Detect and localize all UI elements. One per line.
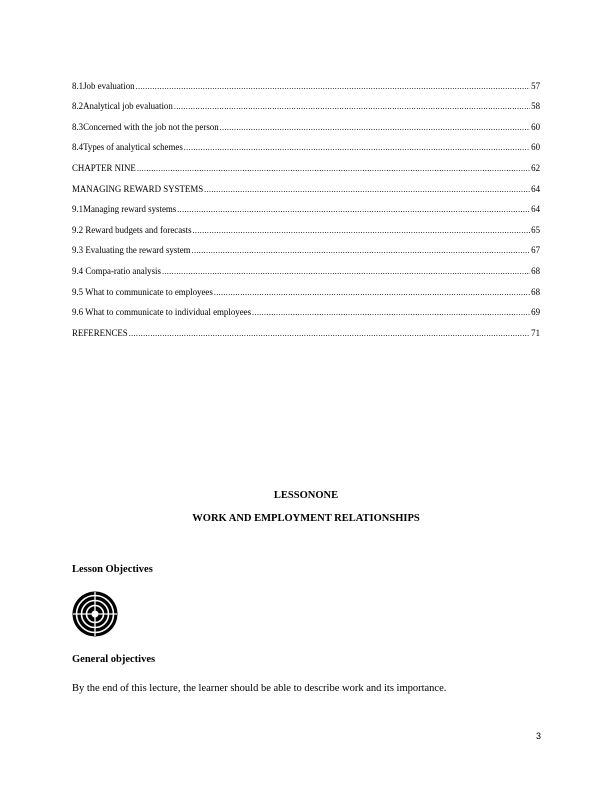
toc-entry-label: 8.1Job evaluation — [72, 80, 135, 91]
toc-entry-label: 8.3Concerned with the job not the person — [72, 121, 219, 132]
toc-entry-page: 64 — [531, 204, 540, 215]
lesson-title: LESSONONE — [273, 490, 339, 501]
toc-entry[interactable] — [72, 298, 540, 319]
toc-leader-dots — [193, 225, 531, 236]
general-objectives-text: By the end of this lecture, the learner should be able to describe work and its importance. — [72, 683, 447, 694]
toc-entry-page: 67 — [531, 245, 540, 256]
toc-leader-dots — [214, 287, 530, 298]
toc-entry-label: 9.3 Evaluating the reward system — [72, 245, 191, 256]
table-of-contents — [72, 71, 540, 339]
toc-entry-label: 9.1Managing reward systems — [72, 204, 177, 215]
toc-entry-label: 9.4 Compa-ratio analysis — [72, 265, 161, 276]
toc-entry[interactable] — [72, 112, 540, 133]
toc-entry-page: 60 — [531, 142, 540, 153]
toc-entry[interactable] — [72, 318, 540, 339]
toc-entry-page: 60 — [531, 121, 540, 132]
toc-leader-dots — [252, 307, 530, 318]
toc-entry[interactable] — [72, 215, 540, 236]
toc-leader-dots — [137, 163, 530, 174]
toc-entry-page: 64 — [531, 183, 540, 194]
general-objectives-heading: General objectives — [72, 654, 156, 665]
toc-leader-dots — [177, 204, 530, 215]
target-icon — [72, 591, 118, 637]
toc-entry-label: 9.2 Reward budgets and forecasts — [72, 224, 192, 235]
toc-entry-page: 58 — [531, 101, 540, 112]
lesson-subtitle: WORK AND EMPLOYMENT RELATIONSHIPS — [192, 513, 420, 524]
toc-entry[interactable] — [72, 236, 540, 257]
toc-entry[interactable] — [72, 133, 540, 154]
toc-entry-label: 9.5 What to communicate to employees — [72, 286, 213, 297]
toc-leader-dots — [129, 328, 530, 339]
toc-entry[interactable] — [72, 92, 540, 113]
toc-entry[interactable] — [72, 195, 540, 216]
toc-entry[interactable] — [72, 174, 540, 195]
toc-leader-dots — [174, 101, 530, 112]
toc-entry-page: 68 — [531, 286, 540, 297]
toc-entry-label: 8.2Analytical job evaluation — [72, 101, 173, 112]
toc-entry[interactable] — [72, 277, 540, 298]
toc-entry-page: 68 — [531, 265, 540, 276]
toc-leader-dots — [204, 184, 530, 195]
toc-leader-dots — [162, 266, 530, 277]
toc-leader-dots — [192, 245, 531, 256]
toc-entry[interactable] — [72, 71, 540, 92]
toc-entry-page: 62 — [531, 162, 540, 173]
toc-entry-page: 69 — [531, 307, 540, 318]
toc-entry-label: 8.4Types of analytical schemes — [72, 142, 183, 153]
toc-entry-page: 71 — [531, 327, 540, 338]
toc-entry[interactable] — [72, 256, 540, 277]
toc-leader-dots — [184, 142, 530, 153]
objectives-heading: Lesson Objectives — [72, 564, 153, 575]
toc-entry-label: CHAPTER NINE — [72, 162, 136, 173]
toc-entry-label: REFERENCES — [72, 327, 128, 338]
toc-entry-label: MANAGING REWARD SYSTEMS — [72, 183, 204, 194]
toc-entry[interactable] — [72, 153, 540, 174]
toc-entry-page: 57 — [531, 80, 540, 91]
page-number: 3 — [536, 731, 542, 741]
toc-leader-dots — [220, 122, 530, 133]
toc-entry-page: 65 — [531, 224, 540, 235]
toc-leader-dots — [136, 81, 531, 92]
toc-entry-label: 9.6 What to communicate to individual employees — [72, 307, 252, 318]
